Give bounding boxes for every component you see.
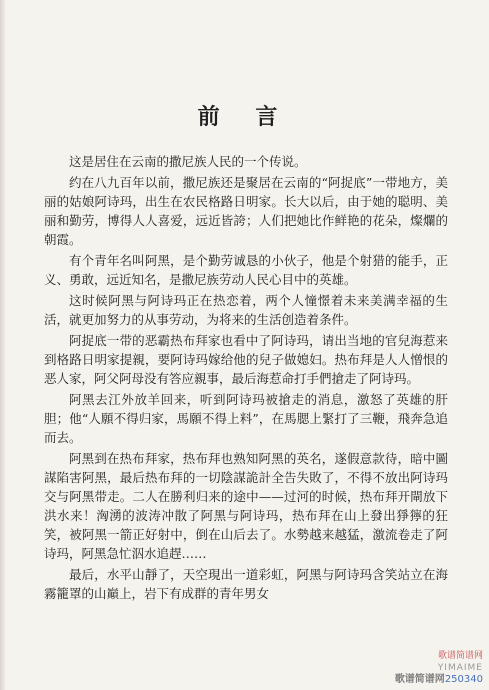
body-text <box>44 152 448 605</box>
watermark <box>395 650 483 686</box>
watermark-code-line <box>395 674 483 686</box>
watermark-brand: 歌谱简谱网 <box>437 651 483 661</box>
paragraph: 这时候阿黑与阿诗玛正在热恋着，两个人憧憬着未来美满幸福的生活，就更加努力的从事劳动，为将来的生活创造着条件。 <box>44 293 448 327</box>
paragraph: 阿捉底一带的恶霸热布拜家也看中了阿诗玛，请出当地的官兒海惹来到格路日明家提親，要阿诗玛嫁给他的兒子做媳妇。热布拜是人人憎恨的恶人家，阿父阿母没有答应親事，最后海惹命打手們搶走了阿诗玛。 <box>44 333 448 386</box>
watermark-code: 250340 <box>444 674 483 685</box>
watermark-site: YIMAIME <box>437 663 483 673</box>
paragraph: 阿黑到在热布拜家，热布拜也熟知阿黑的英名，遂假意款待，暗中圖謀陷害阿黑，最后热布拜的一切陰謀詭計全告失敗了，不得不放出阿诗玛交与阿黑带走。二人在勝利归来的途中——过河的时候，热布拜开閘放下洪水来！洶湧的波涛冲散了阿黑与阿诗玛，热布拜在山上發出猙獰的狂笑，被阿黑一箭正好射中，倒在山后去了。水勢越来越猛，激流卷走了阿诗玛，阿黑急忙泅水追趕…… <box>44 451 448 561</box>
paragraph: 最后，水平山靜了，天空現出一道彩虹，阿黑与阿诗玛含笑站立在海霧籠罩的山巔上，岩下有成群的青年男女 <box>44 567 448 601</box>
paragraph: 有个青年名叫阿黑，是个勤劳诚恳的小伙子，他是个射猎的能手，正义、勇敢，远近知名，是撒尼族劳动人民心目中的英雄。 <box>44 253 448 287</box>
watermark-code-prefix: 歌谱简谱网 <box>394 674 445 685</box>
page-title: 前 言 <box>197 104 292 130</box>
paragraph: 阿黑去江外放羊回来，听到阿诗玛被搶走的消息，激怒了英雄的肝胆；他“人願不得归家，馬願不得上料”，在馬腮上緊打了三鞭，飛奔急追而去。 <box>44 392 448 445</box>
paragraph: 约在八九百年以前，撒尼族还是聚居在云南的“阿捉底”一带地方，美丽的姑娘阿诗玛，出生在农民格路日明家。长大以后，由于她的聪明、美丽和勤劳，博得人人喜爱，远近皆誇；人们把她比作鲜艳的花朵，燦爛的朝霞。 <box>44 175 448 247</box>
paragraph: 这是居住在云南的撒尼族人民的一个传说。 <box>69 154 307 169</box>
